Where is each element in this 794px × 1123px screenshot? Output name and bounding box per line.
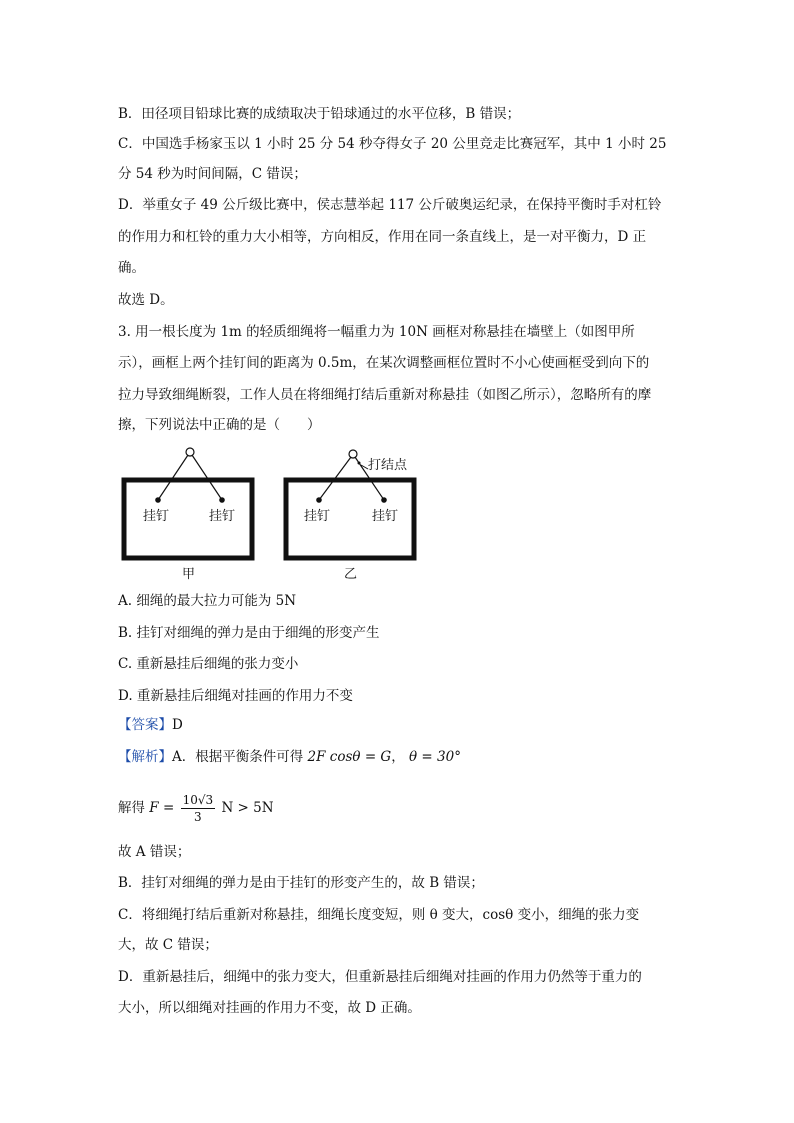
answer-line <box>118 716 183 734</box>
question-stem: 3. 用一根长度为 1m 的轻质细绳将一幅重力为 10N 画框对称悬挂在墙壁上（如图甲所 <box>118 324 635 340</box>
text-line: D．举重女子 49 公斤级比赛中，侯志慧举起 117 公斤破奥运纪录，在保持平衡时手对杠铃 <box>118 197 662 213</box>
answer-value: D <box>172 717 183 733</box>
text-line: D．重新悬挂后，细绳中的张力变大，但重新悬挂后细绳对挂画的作用力仍然等于重力的 <box>118 969 642 985</box>
nail-left <box>316 497 322 503</box>
option-c: C. 重新悬挂后细绳的张力变小 <box>118 656 299 672</box>
text-line: 分 54 秒为时间间隔，C 错误； <box>118 166 307 182</box>
answer-tag: 【答案】 <box>118 717 172 733</box>
hook-ring <box>349 450 357 458</box>
hanging-frame-figure <box>110 440 440 590</box>
nail-label: 挂钉 <box>143 509 170 524</box>
text-line: 确。 <box>118 260 145 276</box>
solve-prefix: 解得 <box>118 800 145 816</box>
question-stem: 示），画框上两个挂钉间的距离为 0.5m，在某次调整画框位置时不小心使画框受到向下的 <box>118 355 650 371</box>
text-line: 大，故 C 错误； <box>118 937 218 953</box>
nail-left <box>155 497 161 503</box>
text-line: B．田径项目铅球比赛的成绩取决于铅球通过的水平位移，B 错误； <box>118 106 521 122</box>
caption-yi: 乙 <box>344 567 358 582</box>
text-line: 大小，所以细绳对挂画的作用力不变，故 D 正确。 <box>118 1000 421 1016</box>
option-b: B. 挂钉对细绳的弹力是由于细绳的形变产生 <box>118 625 380 641</box>
text-line: C．将细绳打结后重新对称悬挂，细绳长度变短，则 θ 变大，cosθ 变小，细绳的张力变 <box>118 907 640 923</box>
frame-yi <box>286 450 414 582</box>
fraction-denominator: 3 <box>194 810 202 824</box>
nail-label: 挂钉 <box>209 509 236 524</box>
frame-jia <box>124 448 252 582</box>
knot-label: 打结点 <box>368 458 408 473</box>
solve-rhs: N > 5N <box>221 800 274 816</box>
equation-balance: 2F cosθ = G <box>307 749 392 765</box>
analysis-tag: 【解析】 <box>118 749 172 765</box>
option-a: A. 细绳的最大拉力可能为 5N <box>118 593 297 609</box>
equation-angle: θ = 30° <box>409 749 461 765</box>
text-line: 的作用力和杠铃的重力大小相等，方向相反，作用在同一条直线上，是一对平衡力，D 正 <box>118 229 647 245</box>
nail-right <box>219 497 225 503</box>
question-stem: 擦，下列说法中正确的是（ ） <box>118 417 321 433</box>
text-line: B．挂钉对细绳的弹力是由于挂钉的形变产生的，故 B 错误； <box>118 875 484 891</box>
fraction <box>181 792 216 825</box>
text-line: 故选 D。 <box>118 292 174 308</box>
hook-ring <box>186 448 194 456</box>
text-line: 故 A 错误； <box>118 844 191 860</box>
analysis-line <box>118 748 461 766</box>
nail-label: 挂钉 <box>372 509 399 524</box>
question-stem: 拉力导致细绳断裂，工作人员在将细绳打结后重新对称悬挂（如图乙所示），忽略所有的摩 <box>118 387 652 403</box>
option-d: D. 重新悬挂后细绳对挂画的作用力不变 <box>118 688 353 704</box>
text-line: C．中国选手杨家玉以 1 小时 25 分 54 秒夺得女子 20 公里竞走比赛冠军，其中 1 小时 25 <box>118 136 667 152</box>
analysis-intro: A．根据平衡条件可得 <box>172 749 304 765</box>
separator: ， <box>391 749 405 765</box>
solve-lhs: F = <box>149 800 175 816</box>
solve-line <box>118 790 274 826</box>
knot-point <box>358 462 361 465</box>
fraction-numerator: 10√3 <box>182 793 214 807</box>
caption-jia: 甲 <box>182 567 196 582</box>
nail-label: 挂钉 <box>304 509 331 524</box>
nail-right <box>381 497 387 503</box>
